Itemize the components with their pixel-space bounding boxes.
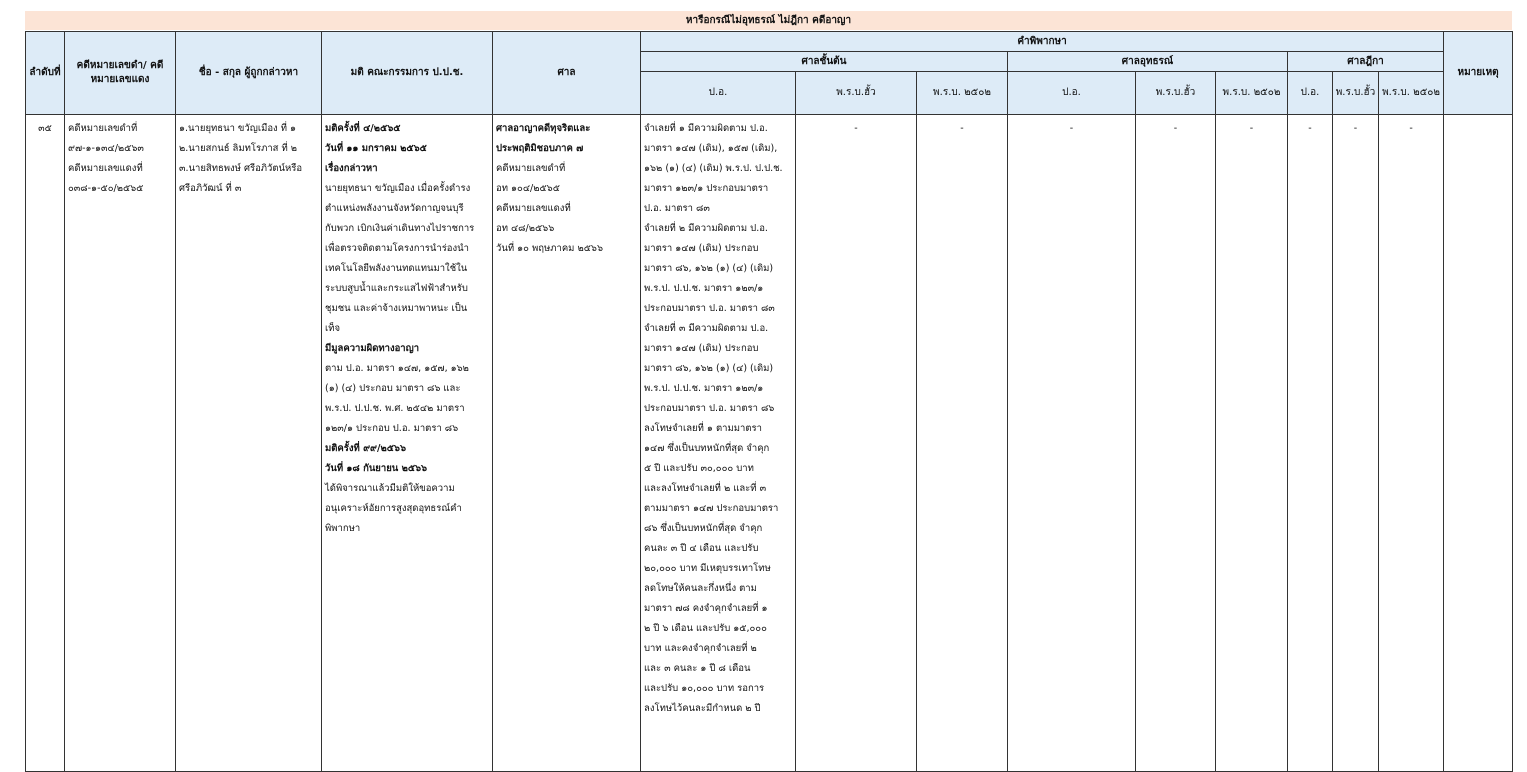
resolution-line: ชุมชน และค่าจ้างเหมาพาหนะ เป็น [325, 303, 468, 314]
cell-appeal-prb-old: - [1136, 115, 1216, 772]
resolution-line: มติครั้งที่ ๙๙/๒๕๖๖ [325, 443, 406, 454]
case-line: ๙๗-๑-๑๓๔/๒๕๖๓ [68, 143, 144, 154]
resolution-line: มติครั้งที่ ๔/๒๕๖๕ [325, 123, 401, 134]
resolution-line: อนุเคราะห์อัยการสูงสุดอุทธรณ์คำ [325, 503, 462, 514]
header-judgment: คำพิพากษา [641, 32, 1444, 52]
resolution-line: พิพากษา [325, 523, 361, 534]
cell-name [176, 115, 322, 772]
court-line: คดีหมายเลขดำที่ [496, 163, 566, 174]
resolution-line: นายยุทธนา ขวัญเมือง เมื่อครั้งดำรง [325, 183, 471, 194]
judgment-line: มาตรา ๑๔๗ (เดิม), ๑๕๗ (เดิม), [644, 143, 778, 154]
court-line: อท ๔๘/๒๕๖๖ [496, 223, 555, 234]
header-case-no: คดีหมายเลขดำ/ คดีหมายเลขแดง [65, 32, 176, 115]
cell-resolution [322, 115, 493, 772]
case-line: คดีหมายเลขดำที่ [68, 123, 138, 134]
judgment-line: ลดโทษให้คนละกึ่งหนึ่ง ตาม [644, 583, 757, 594]
resolution-line: เรื่องกล่าวหา [325, 163, 378, 174]
judgment-line: จำเลยที่ ๑ มีความผิดตาม ป.อ. [644, 123, 768, 134]
resolution-line: มีมูลความผิดทางอาญา [325, 343, 420, 354]
resolution-line: กับพวก เบิกเงินค่าเดินทางไปราชการ [325, 223, 475, 234]
judgment-line: และลงโทษจำเลยที่ ๒ และที่ ๓ [644, 483, 767, 494]
header-first-po: ป.อ. [641, 72, 796, 115]
judgment-line: มาตรา ๑๔๗ (เดิม) ประกอบ [644, 243, 759, 254]
resolution-line: เท็จ [325, 323, 341, 334]
cell-supreme-prb-old: - [1333, 115, 1379, 772]
header-appeal-prb-2502: พ.ร.บ. ๒๕๐๒ [1216, 72, 1288, 115]
judgment-line: ๘๖ ซึ่งเป็นบทหนักที่สุด จำคุก [644, 523, 763, 534]
resolution-line: ระบบสูบน้ำและกระแสไฟฟ้าสำหรับ [325, 283, 468, 294]
name-line: ๓.นายสิทธพงษ์ ศรีอภิวัตน์หรือ [179, 163, 303, 174]
judgment-line: พ.ร.ป. ป.ป.ช. มาตรา ๑๒๓/๑ [644, 383, 764, 394]
resolution-line: เพื่อตรวจติดตามโครงการนำร่องนำ [325, 243, 469, 254]
judgment-line: มาตรา ๗๘ คงจำคุกจำเลยที่ ๑ [644, 603, 768, 614]
cell-court [493, 115, 641, 772]
header-supreme-prb-old: พ.ร.บ.ฮั้ว [1333, 72, 1379, 115]
cell-appeal-prb-2502: - [1216, 115, 1288, 772]
header-supreme-court: ศาลฎีกา [1288, 52, 1444, 72]
judgment-line: ๕ ปี และปรับ ๓๐,๐๐๐ บาท [644, 463, 754, 474]
header-first-prb-2502: พ.ร.บ. ๒๕๐๒ [917, 72, 1008, 115]
court-line: ศาลอาญาคดีทุจริตและ [496, 123, 591, 134]
resolution-line: (๑) (๔) ประกอบ มาตรา ๘๖ และ [325, 383, 461, 394]
court-line: วันที่ ๑๐ พฤษภาคม ๒๕๖๖ [496, 243, 603, 254]
page-title: หารือกรณีไม่อุทธรณ์ ไม่ฎีกา คดีอาญา [25, 11, 1512, 30]
header-no: ลำดับที่ [26, 32, 65, 115]
resolution-line: ตำแหน่งพลังงานจังหวัดกาญจนบุรี [325, 203, 464, 214]
cell-supreme-po: - [1288, 115, 1333, 772]
judgment-line: ตามมาตรา ๑๔๗ ประกอบมาตรา [644, 503, 779, 514]
header-appeal-court: ศาลอุทธรณ์ [1008, 52, 1288, 72]
judgment-line: และ ๓ คนละ ๑ ปี ๘ เดือน [644, 663, 751, 674]
resolution-line: วันที่ ๑๘ กันยายน ๒๕๖๖ [325, 463, 428, 474]
judgment-line: จำเลยที่ ๓ มีความผิดตาม ป.อ. [644, 323, 769, 334]
name-line: ศรีอภิวัฒน์ ที่ ๓ [179, 183, 242, 194]
judgment-line: ประกอบมาตรา ป.อ. มาตรา ๘๖ [644, 403, 775, 414]
judgment-line: จำเลยที่ ๒ มีความผิดตาม ป.อ. [644, 223, 768, 234]
cell-remark [1444, 115, 1513, 772]
judgment-line: บาท และคงจำคุกจำเลยที่ ๒ [644, 643, 757, 654]
judgment-line: ๑๖๒ (๑) (๔) (เดิม) พ.ร.ป. ป.ป.ช. [644, 163, 783, 174]
resolution-line: เทคโนโลยีพลังงานทดแทนมาใช้ใน [325, 263, 468, 274]
judgment-line: มาตรา ๘๖, ๑๖๒ (๑) (๔) (เดิม) [644, 263, 774, 274]
header-first-court: ศาลชั้นต้น [641, 52, 1008, 72]
header-resolution: มติ คณะกรรมการ ป.ป.ช. [322, 32, 493, 115]
judgment-line: ลงโทษไว้คนละมีกำหนด ๒ ปี [644, 703, 761, 714]
header-supreme-po: ป.อ. [1288, 72, 1333, 115]
judgment-line: ป.อ. มาตรา ๘๓ [644, 203, 710, 214]
judgment-line: ลงโทษจำเลยที่ ๑ ตามมาตรา [644, 423, 762, 434]
name-line: ๒.นายสกนธ์ ลิมทโรภาส ที่ ๒ [179, 143, 298, 154]
resolution-line: ได้พิจารณาแล้วมีมติให้ขอความ [325, 483, 455, 494]
name-line: ๑.นายยุทธนา ขวัญเมือง ที่ ๑ [179, 123, 297, 134]
judgment-line: มาตรา ๑๒๓/๑ ประกอบมาตรา [644, 183, 769, 194]
resolution-line: ตาม ป.อ. มาตรา ๑๔๗, ๑๕๗, ๑๖๒ [325, 363, 469, 374]
header-remark: หมายเหตุ [1444, 32, 1513, 115]
judgment-line: ๒๐,๐๐๐ บาท มีเหตุบรรเทาโทษ [644, 563, 771, 574]
cell-supreme-prb-2502: - [1379, 115, 1444, 772]
court-line: คดีหมายเลขแดงที่ [496, 203, 571, 214]
table-row [26, 115, 1513, 772]
header-supreme-prb-2502: พ.ร.บ. ๒๕๐๒ [1379, 72, 1444, 115]
judgment-line: ๒ ปี ๖ เดือน และปรับ ๑๕,๐๐๐ [644, 623, 767, 634]
case-table [25, 31, 1513, 772]
cell-appeal-po: - [1008, 115, 1136, 772]
judgment-line: มาตรา ๑๔๗ (เดิม) ประกอบ [644, 343, 759, 354]
judgment-line: และปรับ ๑๐,๐๐๐ บาท รอการ [644, 683, 765, 694]
judgment-line: ประกอบมาตรา ป.อ. มาตรา ๘๓ [644, 303, 775, 314]
header-first-prb-old: พ.ร.บ.ฮั้ว [796, 72, 917, 115]
header-court: ศาล [493, 32, 641, 115]
judgment-line: คนละ ๓ ปี ๔ เดือน และปรับ [644, 543, 759, 554]
court-line: อท ๑๐๔/๒๕๖๕ [496, 183, 560, 194]
header-appeal-po: ป.อ. [1008, 72, 1136, 115]
resolution-line: พ.ร.ป. ป.ป.ช. พ.ศ. ๒๕๔๒ มาตรา [325, 403, 465, 414]
cell-first-po [641, 115, 796, 772]
header-appeal-prb-old: พ.ร.บ.ฮั้ว [1136, 72, 1216, 115]
header-name: ชื่อ - สกุล ผู้ถูกกล่าวหา [176, 32, 322, 115]
cell-no: ๓๕ [26, 115, 65, 772]
cell-first-prb-old: - [796, 115, 917, 772]
judgment-line: ๑๔๗ ซึ่งเป็นบทหนักที่สุด จำคุก [644, 443, 770, 454]
case-line: คดีหมายเลขแดงที่ [68, 163, 143, 174]
court-line: ประพฤติมิชอบภาค ๗ [496, 143, 584, 154]
judgment-line: พ.ร.ป. ป.ป.ช. มาตรา ๑๒๓/๑ [644, 283, 764, 294]
judgment-line: มาตรา ๘๖, ๑๖๒ (๑) (๔) (เดิม) [644, 363, 774, 374]
resolution-line: วันที่ ๑๑ มกราคม ๒๕๖๕ [325, 143, 427, 154]
cell-case-no [65, 115, 176, 772]
case-line: ๐๓๘-๑-๕๐/๒๕๖๕ [68, 183, 144, 194]
cell-first-prb-2502: - [917, 115, 1008, 772]
resolution-line: ๑๒๓/๑ ประกอบ ป.อ. มาตรา ๘๖ [325, 423, 459, 434]
